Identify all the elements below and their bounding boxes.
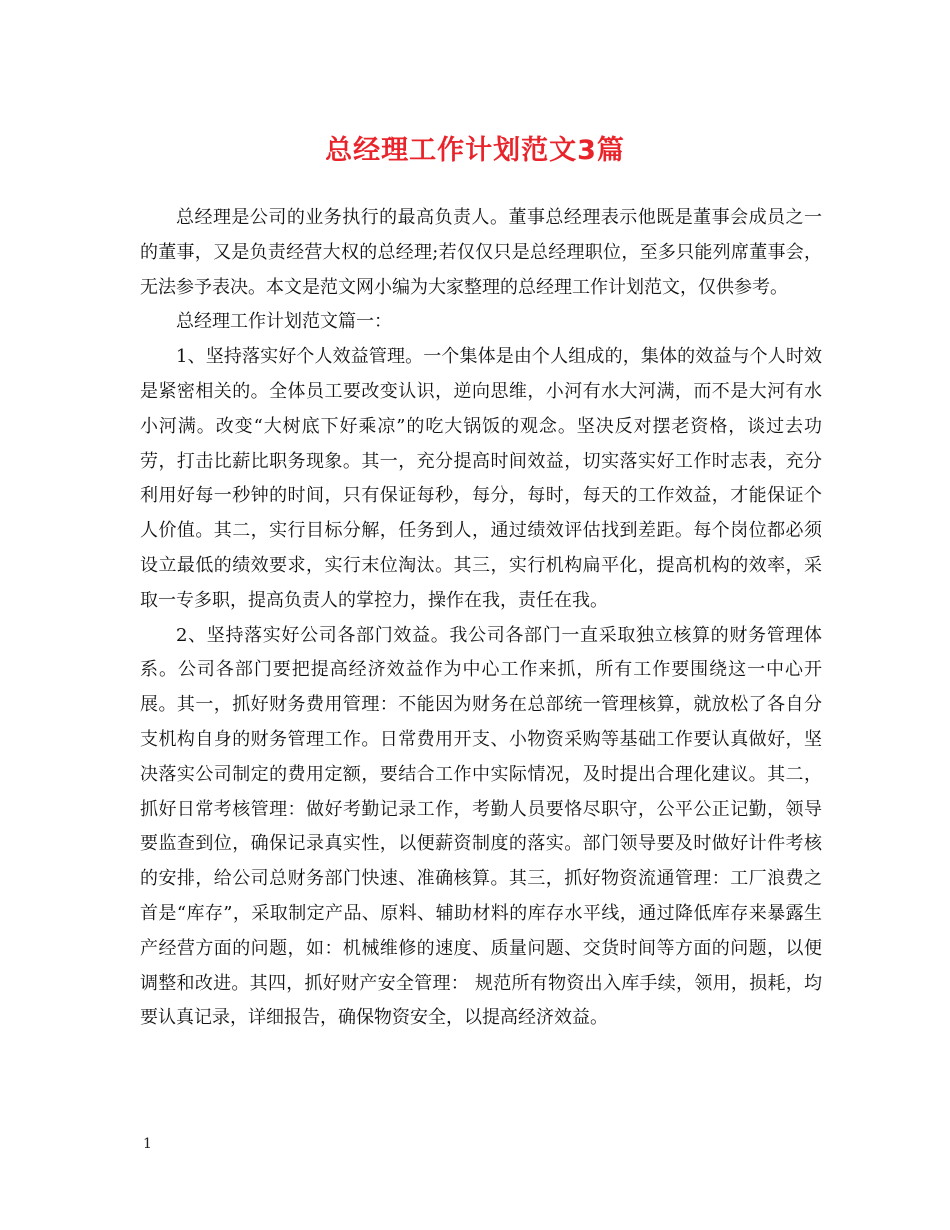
point-2-paragraph: 2、坚持落实好公司各部门效益。我公司各部门一直采取独立核算的财务管理体系。公司各部门要把提高经济效益作为中心工作来抓，所有工作要围绕这一中心开展。其一，抓好财务费用管理：不能因为财务在总部统一管理核算，就放松了各自分支机构自身的财务管理工作。日常费用开支、小物资采购等基础工作要认真做好，坚决落实公司制定的费用定额，要结合工作中实际情况，及时提出合理化建议。其二，抓好日常考核管理：做好考勤记录工作，考勤人员要恪尽职守，公平公正记勤，领导要监查到位，确保记录真实性，以便薪资制度的落实。部门领导要及时做好计件考核的安排，给公司总财务部门快速、准确核算。其三，抓好物资流通管理：工厂浪费之首是“库存”，采取制定产品、原料、辅助材料的库存水平线，通过降低库存来暴露生产经营方面的问题，如：机械维修的速度、质量问题、交货时间等方面的问题，以便调整和改进。其四，抓好财产安全管理： 规范所有物资出入库手续，领用，损耗，均要认真记录，详细报告，确保物资安全，以提高经济效益。	[140, 624, 822, 1029]
page-number: 1	[143, 1136, 152, 1152]
document-title: 总经理工作计划范文3篇	[325, 135, 625, 166]
point-1-paragraph: 1、坚持落实好个人效益管理。一个集体是由个人组成的，集体的效益与个人时效是紧密相关的。全体员工要改变认识，逆向思维，小河有水大河满，而不是大河有水小河满。改变“大树底下好乘凉”的吃大锅饭的观念。坚决反对摆老资格，谈过去功劳，打击比薪比职务现象。其一，充分提高时间效益，切实落实好工作时志表，充分利用好每一秒钟的时间，只有保证每秒，每分，每时，每天的工作效益，才能保证个人价值。其二，实行目标分解，任务到人，通过绩效评估找到差距。每个岗位都必须设立最低的绩效要求，实行末位淘汰。其三，实行机构扁平化，提高机构的效率，采取一专多职，提高负责人的掌控力，操作在我，责任在我。	[140, 346, 822, 611]
document-body	[140, 201, 822, 1036]
section-heading-paragraph: 总经理工作计划范文篇一：	[176, 311, 392, 333]
intro-paragraph: 总经理是公司的业务执行的最高负责人。董事总经理表示他既是董事会成员之一的董事，又是负责经营大权的总经理;若仅仅只是总经理职位，至多只能列席董事会，无法参予表决。本文是范文网小编为大家整理的总经理工作计划范文，仅供参考。	[140, 207, 822, 298]
